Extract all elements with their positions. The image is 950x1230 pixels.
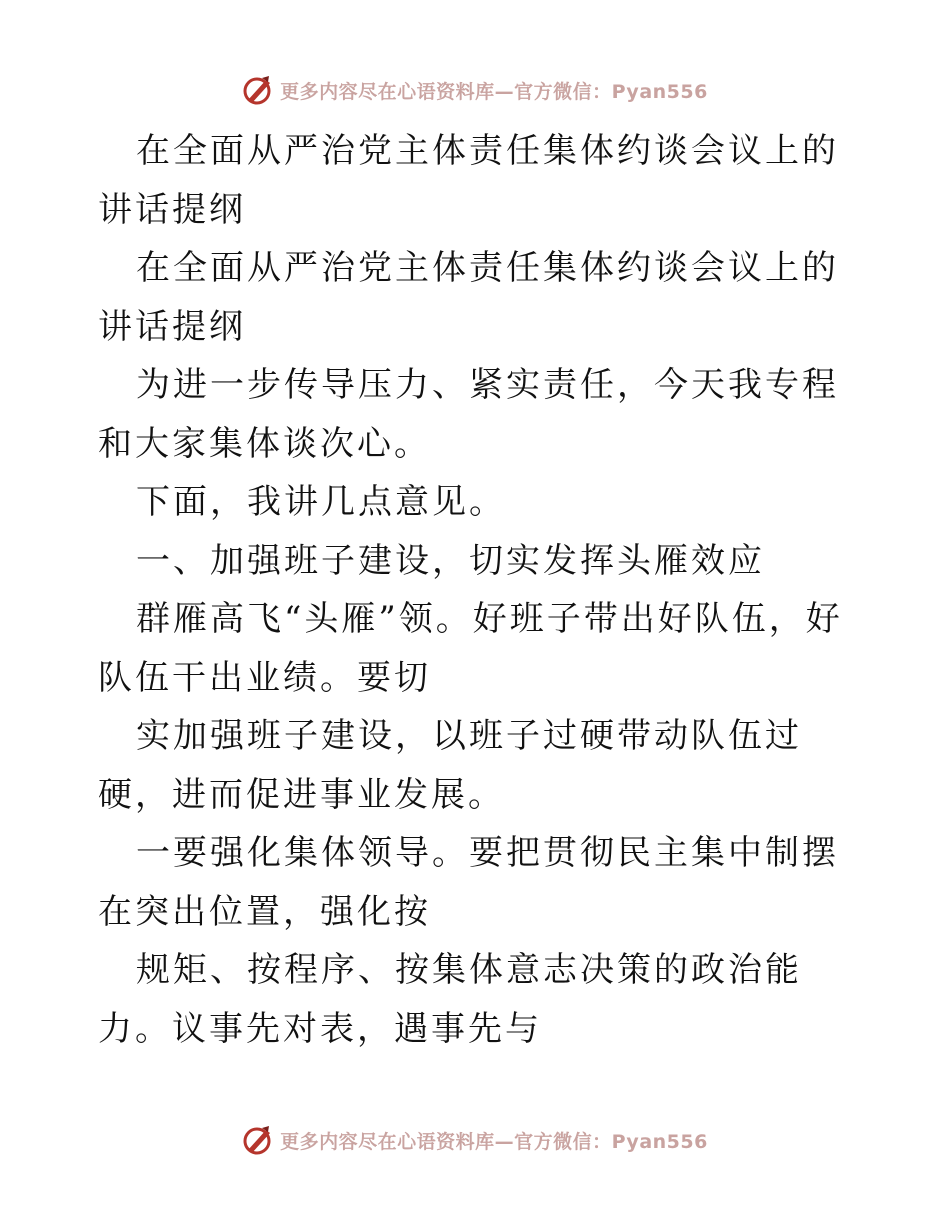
pen-seal-icon [242, 1124, 274, 1156]
footer-watermark [0, 1120, 950, 1160]
paragraph: 规矩、按程序、按集体意志决策的政治能力。议事先对表，遇事先与 [98, 950, 802, 1049]
paragraph: 实加强班子建设，以班子过硬带动队伍过硬，进而促进事业发展。 [98, 716, 802, 815]
paragraph: 下面，我讲几点意见。 [136, 482, 506, 522]
paragraph: 一要强化集体领导。要把贯彻民主集中制摆在突出位置，强化按 [98, 833, 839, 932]
document-title-repeat: 在全面从严治党主体责任集体约谈会议上的讲话提纲 [98, 248, 839, 347]
paragraph: 为进一步传导压力、紧实责任，今天我专程和大家集体谈次心。 [98, 365, 839, 464]
pen-seal-icon [242, 74, 274, 106]
section-heading: 一、加强班子建设，切实发挥头雁效应 [136, 540, 765, 581]
paragraph: 群雁高飞“头雁”领。好班子带出好队伍，好队伍干出业绩。要切 [98, 599, 843, 698]
watermark-text: 更多内容尽在心语资料库—官方微信：Pyan556 [280, 1130, 708, 1153]
document-title: 在全面从严治党主体责任集体约谈会议上的讲话提纲 [98, 131, 839, 230]
document-body [98, 122, 854, 1058]
watermark-text: 更多内容尽在心语资料库—官方微信：Pyan556 [280, 80, 708, 103]
header-watermark [0, 70, 950, 110]
